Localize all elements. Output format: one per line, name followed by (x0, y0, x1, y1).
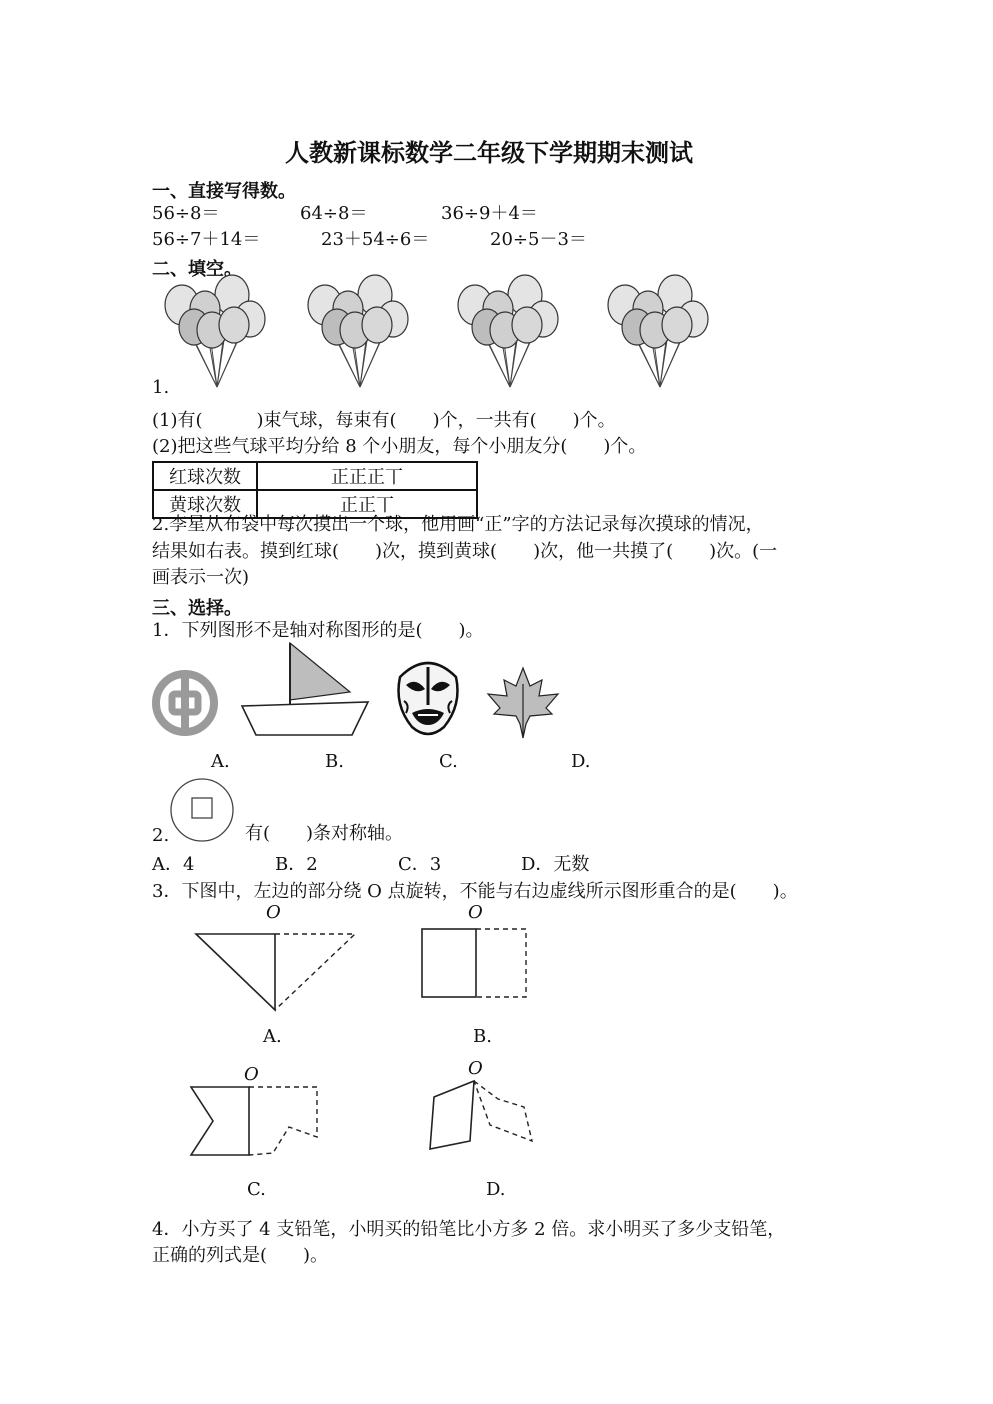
choice-question-4-line: 4．小方买了 4 支铅笔，小明买的铅笔比小方多 2 倍。求小明买了多少支铅笔， (152, 1219, 786, 1240)
point-o-label: O (244, 1064, 259, 1085)
question-number: 1. (152, 377, 170, 398)
fill-question-1-2: (2)把这些气球平均分给 8 个小朋友，每个小朋友分( )个。 (152, 436, 647, 457)
table-row (153, 462, 477, 490)
opera-mask-icon (392, 655, 464, 740)
question-number: 2. (152, 825, 170, 846)
choice-question-3: 3．下图中，左边的部分绕 O 点旋转，不能与右边虚线所示图形重合的是( )。 (152, 881, 798, 902)
option-label: B. (473, 1026, 492, 1047)
calc-item: 56÷7＋14＝ (152, 229, 261, 250)
option-label: B. (325, 751, 344, 772)
rotation-figure-c (185, 1075, 325, 1160)
calc-item: 23＋54÷6＝ (321, 229, 430, 250)
option-label: D. (571, 751, 591, 772)
option-label: A．4 (152, 854, 195, 875)
section-1-heading: 一、直接写得数。 (152, 181, 296, 202)
tally-label: 红球次数 (153, 462, 257, 490)
calc-item: 64÷8＝ (300, 203, 368, 224)
section-2-heading: 二、填空。 (152, 259, 242, 280)
option-label: C. (439, 751, 458, 772)
option-label: A. (211, 751, 230, 772)
balloon-bunches-figure (150, 275, 720, 395)
fill-question-1-1: (1)有( )束气球，每束有( )个，一共有( )个。 (152, 410, 616, 431)
calc-item: 36÷9＋4＝ (441, 203, 538, 224)
option-label: D. (486, 1179, 506, 1200)
choice-question-1: 1．下列图形不是轴对称图形的是( )。 (152, 620, 484, 641)
sailboat-icon (240, 640, 372, 740)
point-o-label: O (468, 902, 483, 923)
option-label: A. (263, 1026, 282, 1047)
option-label: C. (247, 1179, 266, 1200)
fill-question-2-line: 画表示一次) (152, 567, 250, 588)
page-title: 人教新课标数学二年级下学期期末测试 (285, 139, 693, 167)
calc-item: 20÷5－3＝ (490, 229, 587, 250)
point-o-label: O (266, 902, 281, 923)
rotation-figure-d (420, 1075, 540, 1160)
bank-logo-icon (150, 668, 220, 738)
choice-question-4-line: 正确的列式是( )。 (152, 1245, 329, 1266)
maple-leaf-icon (484, 664, 562, 742)
option-label: B．2 (275, 854, 318, 875)
choice-question-2: 有( )条对称轴。 (245, 823, 404, 844)
tally-value: 正正正丅 (257, 462, 477, 490)
tally-value: 正正丅 (257, 490, 477, 518)
section-3-heading: 三、选择。 (152, 598, 242, 619)
point-o-label: O (468, 1058, 483, 1079)
fill-question-2-line: 2.李星从布袋中每次摸出一个球，他用画“正”字的方法记录每次摸球的情况， (152, 514, 764, 535)
option-label: D．无数 (521, 854, 590, 875)
tally-table (152, 461, 478, 519)
coin-icon (168, 776, 236, 844)
fill-question-2-line: 结果如右表。摸到红球( )次，摸到黄球( )次，他一共摸了( )次。(一 (152, 541, 778, 562)
calc-item: 56÷8＝ (152, 203, 220, 224)
option-label: C．3 (398, 854, 442, 875)
tally-label: 黄球次数 (153, 490, 257, 518)
